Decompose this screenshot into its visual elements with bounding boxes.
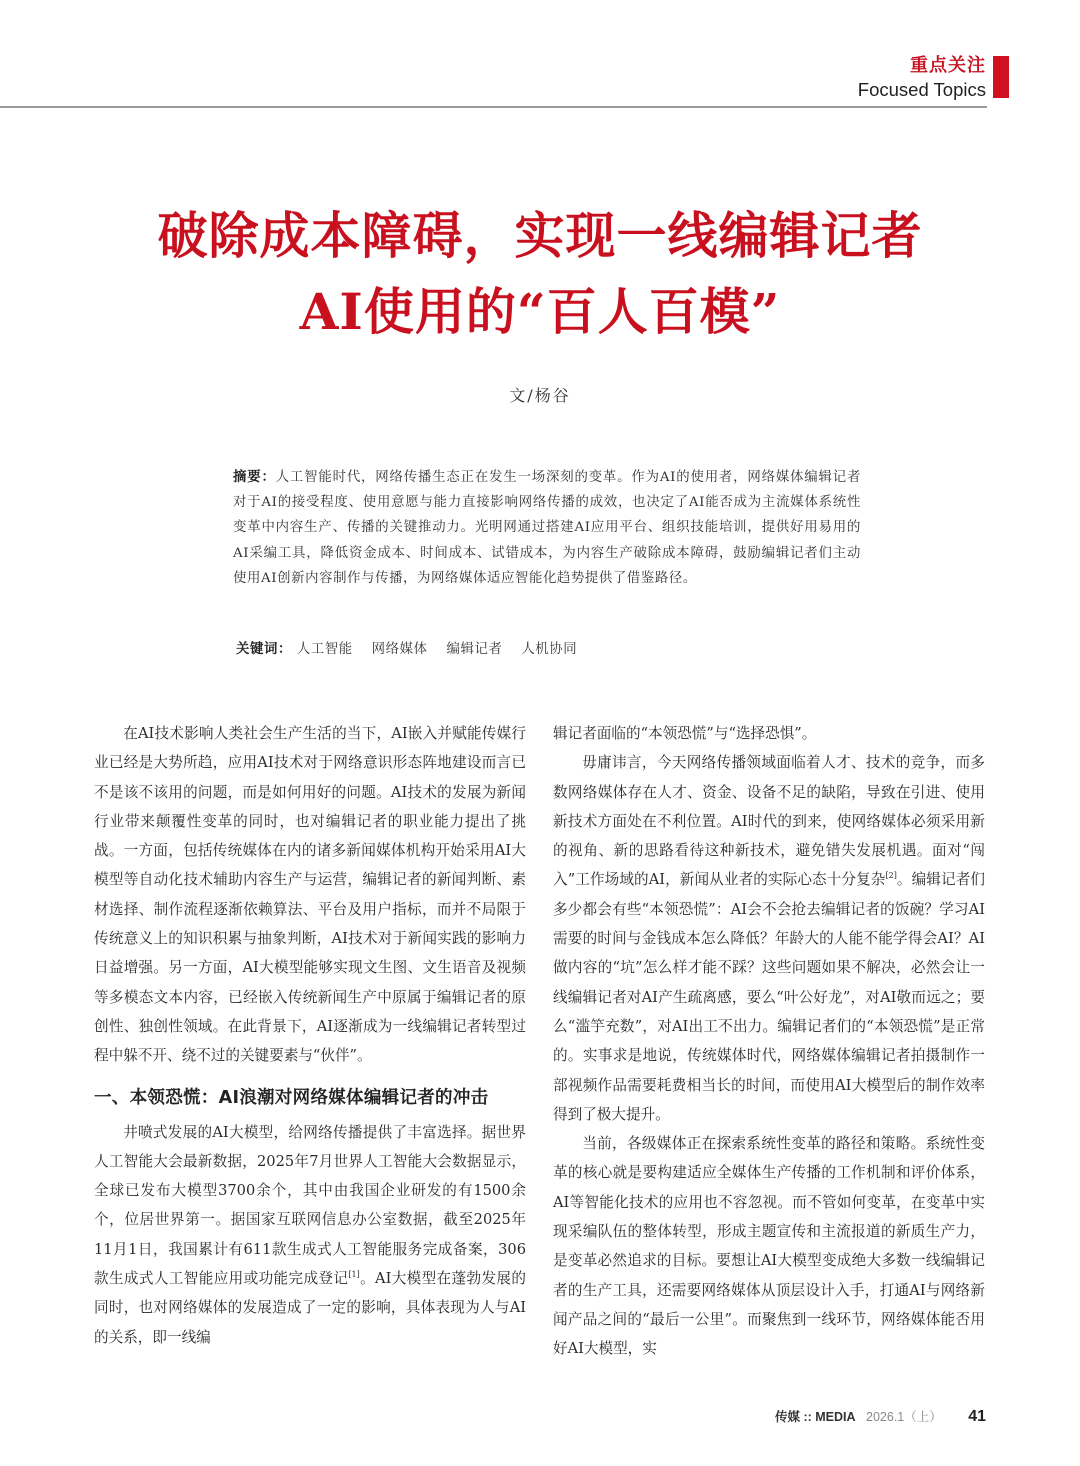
- body-paragraph: 井喷式发展的AI大模型，给网络传播提供了丰富选择。据世界人工智能大会最新数据，2025年7月世界人工智能大会数据显示，全球已发布大模型3700余个，其中由我国企业研发的有1500余个，位居世界第一。据国家互联网信息办公室数据，截至2025年11月1日，我国累计有611款生成式人工智能服务完成备案，306款生成式人工智能应用或功能完成登记[1]。AI大模型在蓬勃发展的同时，也对网络媒体的发展造成了一定的影响，具体表现为人与AI的关系，即一线编: [94, 1123, 526, 1346]
- body-paragraph: 辑记者面临的“本领恐慌”与“选择恐惧”。: [553, 725, 817, 742]
- keyword: 人机协同: [521, 642, 578, 657]
- footnote-ref[interactable]: [2]: [885, 871, 897, 881]
- footnote-ref[interactable]: [1]: [348, 1270, 360, 1280]
- keywords-label: 关键词：: [236, 642, 292, 657]
- body-paragraph: 毋庸讳言，今天网络传播领域面临着人才、技术的竞争，而多数网络媒体存在人才、资金、设备不足的缺陷，导致在引进、使用新技术方面处在不利位置。AI时代的到来，使网络媒体必须采用新的视角、新的思路看待这种新技术，避免错失发展机遇。面对“闯入”工作场域的AI，新闻从业者的实际心态十分复杂[2]。编辑记者们多少都会有些“本领恐慌”：AI会不会抢去编辑记者的饭碗？学习AI需要的时间与金钱成本怎么降低？年龄大的人能不能学得会AI？AI做内容的“坑”怎么样才能不踩？这些问题如果不解决，必然会让一线编辑记者对AI产生疏离感，要么“叶公好龙”，对AI敬而远之；要么“滥竽充数”，对AI出工不出力。编辑记者们的“本领恐慌”是正常的。实事求是地说，传统媒体时代，网络媒体编辑记者拍摄制作一部视频作品需要耗费相当长的时间，而使用AI大模型后的制作效率得到了极大提升。: [553, 754, 985, 1123]
- page-number: 41: [968, 1408, 986, 1425]
- title-line-1: 破除成本障碍，实现一线编辑记者: [157, 206, 923, 265]
- abstract-label: 摘要：: [233, 470, 276, 485]
- section-accent-block: [993, 56, 1009, 98]
- issue-label: 2026.1（上）: [866, 1410, 942, 1424]
- body-column-right: [553, 719, 985, 1364]
- keywords: [236, 638, 591, 657]
- section-label-cn: 重点关注: [910, 55, 986, 76]
- section-header: [858, 54, 986, 102]
- body-paragraph: 在AI技术影响人类社会生产生活的当下，AI嵌入并赋能传媒行业已经是大势所趋，应用AI技术对于网络意识形态阵地建设而言已不是该不该用的问题，而是如何用好的问题。AI技术的发展为新闻行业带来颠覆性变革的同时，也对编辑记者的职业能力提出了挑战。一方面，包括传统媒体在内的诸多新闻媒体机构开始采用AI大模型等自动化技术辅助内容生产与运营，编辑记者的新闻判断、素材选择、制作流程逐渐依赖算法、平台及用户指标，而并不局限于传统意义上的知识积累与抽象判断，AI技术对于新闻实践的影响力日益增强。另一方面，AI大模型能够实现文生图、文生语音及视频等多模态文本内容，已经嵌入传统新闻生产中原属于编辑记者的原创性、独创性领域。在此背景下，AI逐渐成为一线编辑记者转型过程中躲不开、绕不过的关键要素与“伙伴”。: [94, 725, 526, 1065]
- section-label-en: Focused Topics: [857, 79, 986, 100]
- section-heading: 一、本领恐慌：AI浪潮对网络媒体编辑记者的冲击: [94, 1087, 489, 1108]
- abstract: [233, 465, 861, 591]
- body-paragraph: 当前，各级媒体正在探索系统性变革的路径和策略。系统性变革的核心就是要构建适应全媒体生产传播的工作机制和评价体系，AI等智能化技术的应用也不容忽视。而不管如何变革，在变革中实现采编队伍的整体转型，形成主题宣传和主流报道的新质生产力，是变革必然追求的目标。要想让AI大模型变成绝大多数一线编辑记者的生产工具，还需要网络媒体从顶层设计入手，打通AI与网络新闻产品之间的“最后一公里”。而聚焦到一线环节，网络媒体能否用好AI大模型，实: [553, 1135, 985, 1358]
- publication-name: 传媒 :: MEDIA: [775, 1410, 856, 1424]
- keyword: 网络媒体: [371, 642, 428, 657]
- keyword: 编辑记者: [446, 642, 503, 657]
- title-line-2: AI使用的“百人百模”: [299, 282, 781, 341]
- header-divider: [0, 106, 987, 108]
- article-title: [0, 198, 1080, 350]
- page-footer: [775, 1407, 986, 1426]
- keyword: 人工智能: [296, 642, 353, 657]
- body-column-left: [94, 719, 526, 1352]
- author-byline: 文/杨谷: [509, 386, 571, 405]
- abstract-text: 人工智能时代，网络传播生态正在发生一场深刻的变革。作为AI的使用者，网络媒体编辑记者对于AI的接受程度、使用意愿与能力直接影响网络传播的成效，也决定了AI能否成为主流媒体系统性变革中内容生产、传播的关键推动力。光明网通过搭建AI应用平台、组织技能培训，提供好用易用的AI采编工具，降低资金成本、时间成本、试错成本，为内容生产破除成本障碍，鼓励编辑记者们主动使用AI创新内容制作与传播，为网络媒体适应智能化趋势提供了借鉴路径。: [233, 470, 861, 586]
